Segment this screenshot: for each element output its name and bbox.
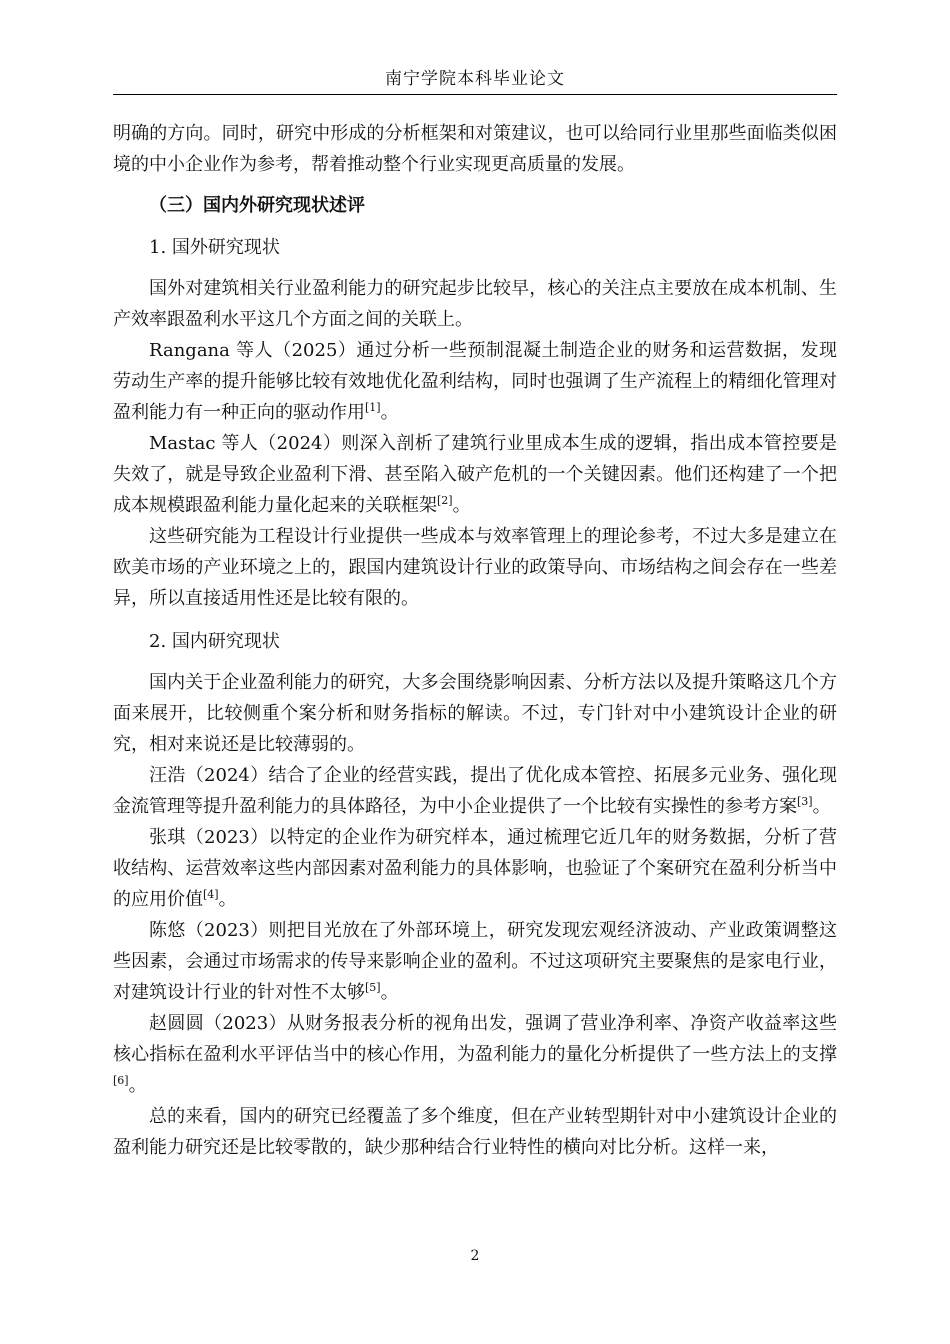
- paragraph-domestic-intro: 国内关于企业盈利能力的研究，大多会围绕影响因素、分析方法以及提升策略这几个方面来展开，比较侧重个案分析和财务指标的解读。不过，专门针对中小建筑设计企业的研究，相对来说还是比较薄弱的。: [113, 672, 837, 755]
- section-heading: （三）国内外研究现状述评: [149, 195, 365, 216]
- paragraph-end: 。: [812, 796, 831, 817]
- paragraph-end: 。: [380, 402, 399, 423]
- paragraph-rangana: [113, 335, 837, 428]
- paragraph-zhaoyuanyuan: [113, 1008, 837, 1101]
- subsection-heading-domestic: 2. 国内研究现状: [149, 631, 280, 652]
- citation-ref-3: [3]: [797, 795, 813, 808]
- subsection-heading-foreign: 1. 国外研究现状: [149, 237, 280, 258]
- citation-ref-5: [5]: [365, 981, 381, 994]
- paragraph-text: 陈悠（2023）则把目光放在了外部环境上，研究发现宏观经济波动、产业政策调整这些因素，会通过市场需求的传导来影响企业的盈利。不过这项研究主要聚焦的是家电行业，对建筑设计行业的针对性不太够: [113, 920, 837, 1003]
- paragraph-end: 。: [452, 495, 471, 516]
- paragraph-foreign-summary: 这些研究能为工程设计行业提供一些成本与效率管理上的理论参考，不过大多是建立在欧美市场的产业环境之上的，跟国内建筑设计行业的政策导向、市场结构之间会存在一些差异，所以直接适用性还是比较有限的。: [113, 526, 837, 609]
- paragraph-mastac: [113, 428, 837, 521]
- paragraph-text: Rangana 等人（2025）通过分析一些预制混凝土制造企业的财务和运营数据，发现劳动生产率的提升能够比较有效地优化盈利结构，同时也强调了生产流程上的精细化管理对盈利能力有一种正向的驱动作用: [113, 340, 837, 423]
- paragraph-end: 。: [380, 982, 399, 1003]
- citation-ref-2: [2]: [437, 494, 453, 507]
- paragraph-chenyou: [113, 915, 837, 1008]
- paragraph-end: 。: [218, 889, 237, 910]
- paragraph-continuation: 明确的方向。同时，研究中形成的分析框架和对策建议，也可以给同行业里那些面临类似困境的中小企业作为参考，帮着推动整个行业实现更高质量的发展。: [113, 123, 837, 175]
- paragraph-conclusion: 总的来看，国内的研究已经覆盖了多个维度，但在产业转型期针对中小建筑设计企业的盈利能力研究还是比较零散的，缺少那种结合行业特性的横向对比分析。这样一来，: [113, 1106, 837, 1158]
- page-body: [113, 118, 837, 1163]
- paragraph-text: 汪浩（2024）结合了企业的经营实践，提出了优化成本管控、拓展多元业务、强化现金流管理等提升盈利能力的具体路径，为中小企业提供了一个比较有实操性的参考方案: [113, 765, 837, 817]
- citation-ref-1: [1]: [365, 401, 381, 414]
- running-header: 南宁学院本科毕业论文: [385, 69, 565, 89]
- page-number: 2: [470, 1248, 480, 1264]
- paragraph-zhangqi: [113, 822, 837, 915]
- paragraph-text: 赵圆圆（2023）从财务报表分析的视角出发，强调了营业净利率、净资产收益率这些核心指标在盈利水平评估当中的核心作用，为盈利能力的量化分析提供了一些方法上的支撑: [113, 1013, 837, 1065]
- paragraph-end: 。: [128, 1075, 147, 1096]
- paragraph-foreign-intro: 国外对建筑相关行业盈利能力的研究起步比较早，核心的关注点主要放在成本机制、生产效率跟盈利水平这几个方面之间的关联上。: [113, 278, 837, 330]
- paragraph-wanghao: [113, 760, 837, 822]
- paragraph-text: 张琪（2023）以特定的企业作为研究样本，通过梳理它近几年的财务数据，分析了营收结构、运营效率这些内部因素对盈利能力的具体影响，也验证了个案研究在盈利分析当中的应用价值: [113, 827, 837, 910]
- paragraph-text: Mastac 等人（2024）则深入剖析了建筑行业里成本生成的逻辑，指出成本管控要是失效了，就是导致企业盈利下滑、甚至陷入破产危机的一个关键因素。他们还构建了一个把成本规模跟盈利能力量化起来的关联框架: [113, 433, 837, 516]
- citation-ref-4: [4]: [203, 888, 219, 901]
- header-rule: [113, 94, 837, 95]
- citation-ref-6: [6]: [113, 1074, 129, 1087]
